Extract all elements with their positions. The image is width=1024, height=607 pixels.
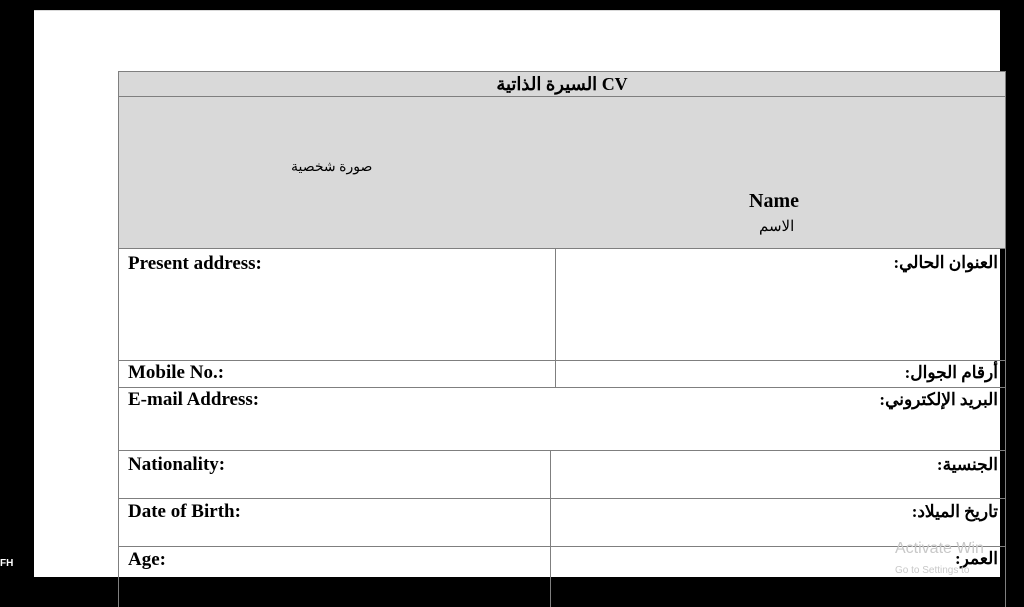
dob-label-en: Date of Birth: [128, 501, 241, 522]
document-page [34, 10, 1000, 592]
email-row [119, 388, 1005, 451]
column-divider [550, 547, 551, 607]
name-label-ar: الاسم [759, 219, 795, 235]
nationality-label-ar: الجنسية: [936, 455, 998, 474]
dob-row [119, 499, 1005, 547]
column-divider [550, 499, 551, 546]
mobile-row [119, 361, 1005, 388]
edge-label: FH [0, 558, 14, 569]
activation-watermark: Activate Win [895, 540, 984, 557]
cv-title: السيرة الذاتية CV [496, 74, 628, 94]
age-label-en: Age: [128, 549, 166, 570]
column-divider [555, 249, 556, 360]
address-row [119, 249, 1005, 361]
address-label-ar: العنوان الحالي: [893, 253, 998, 272]
age-unit-en: years [185, 577, 215, 592]
nationality-label-en: Nationality: [128, 454, 226, 475]
column-divider [555, 361, 556, 387]
name-label-en: Name [749, 190, 799, 212]
mobile-label-ar: أرقام الجوال: [904, 363, 998, 382]
email-label-ar: البريد الإلكتروني: [879, 390, 998, 409]
email-label-en: E-mail Address: [128, 389, 260, 410]
cv-title-row [119, 72, 1005, 97]
age-label-ar: العمر: [955, 549, 998, 568]
address-label-en: Present address: [128, 253, 262, 274]
nationality-row [119, 451, 1005, 499]
photo-placeholder-label: صورة شخصية [291, 160, 373, 175]
age-unit-ar: سنة [945, 573, 971, 589]
cv-table [118, 71, 1006, 607]
age-row [119, 547, 1005, 607]
dob-label-ar: تاريخ الميلاد: [911, 502, 998, 521]
column-divider [550, 451, 551, 498]
activation-watermark-subtitle: Go to Settings to [895, 565, 970, 576]
cv-header-row [119, 97, 1005, 249]
mobile-label-en: Mobile No.: [128, 362, 225, 383]
